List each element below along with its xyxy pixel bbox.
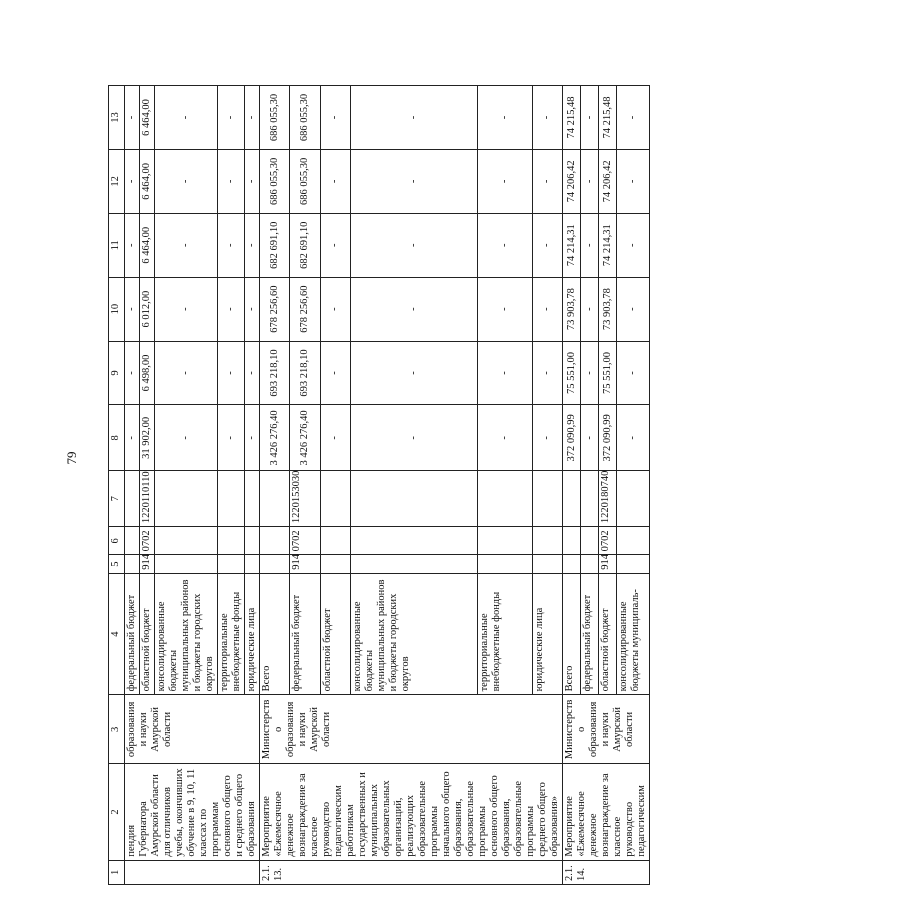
amount-cell: - <box>320 341 350 405</box>
code-rzpr <box>260 527 290 555</box>
amount-cell: 6 464,00 <box>140 213 155 277</box>
code-csr <box>125 471 140 527</box>
code-rzpr <box>563 527 581 555</box>
funding-source: областной бюджет <box>320 573 350 695</box>
code-grbs <box>581 555 599 573</box>
code-rzpr: 0702 <box>599 527 617 555</box>
amount-cell: - <box>478 149 533 213</box>
amount-cell: - <box>245 86 260 150</box>
amount-cell: - <box>125 213 140 277</box>
amount-cell: - <box>581 149 599 213</box>
funding-source: юридические лица <box>532 573 562 695</box>
code-rzpr <box>532 527 562 555</box>
column-header-6: 6 <box>109 527 125 555</box>
amount-cell: - <box>125 341 140 405</box>
amount-cell: - <box>320 277 350 341</box>
amount-cell: - <box>581 213 599 277</box>
funding-source: территориальные внебюджетные фонды <box>478 573 533 695</box>
amount-cell: - <box>478 341 533 405</box>
executor: Министерство образования и науки Амурской области <box>563 695 650 764</box>
code-grbs <box>563 555 581 573</box>
amount-cell: - <box>532 149 562 213</box>
amount-cell: - <box>581 405 599 471</box>
amount-cell: - <box>617 277 650 341</box>
column-header-10: 10 <box>109 277 125 341</box>
row-number <box>125 860 260 884</box>
funding-source: Всего <box>260 573 290 695</box>
code-rzpr <box>581 527 599 555</box>
funding-source: областной бюджет <box>140 573 155 695</box>
amount-cell: - <box>532 405 562 471</box>
amount-cell: - <box>617 341 650 405</box>
amount-cell: - <box>617 213 650 277</box>
code-csr <box>617 471 650 527</box>
column-header-11: 11 <box>109 213 125 277</box>
amount-cell: - <box>125 277 140 341</box>
table-row <box>260 86 290 885</box>
amount-cell: 686 055,30 <box>290 86 320 150</box>
amount-cell: - <box>478 213 533 277</box>
table-body <box>125 86 650 885</box>
amount-cell: 372 090,99 <box>563 405 581 471</box>
table-row <box>563 86 581 885</box>
code-grbs <box>350 555 477 573</box>
amount-cell: 6 012,00 <box>140 277 155 341</box>
amount-cell: - <box>218 277 245 341</box>
amount-cell: - <box>125 405 140 471</box>
code-rzpr <box>478 527 533 555</box>
column-header-5: 5 <box>109 555 125 573</box>
amount-cell: 3 426 276,40 <box>260 405 290 471</box>
code-csr <box>478 471 533 527</box>
code-rzpr <box>125 527 140 555</box>
amount-cell: - <box>478 86 533 150</box>
amount-cell: - <box>155 213 218 277</box>
column-header-3: 3 <box>109 695 125 764</box>
funding-source: юридические лица <box>245 573 260 695</box>
table-row <box>125 86 140 885</box>
code-csr <box>563 471 581 527</box>
code-grbs: 914 <box>290 555 320 573</box>
amount-cell: - <box>245 341 260 405</box>
column-header-9: 9 <box>109 341 125 405</box>
measure-name: Мероприятие «Ежемесячное денежное вознаграждение за классное руководство педагогическим <box>563 764 650 860</box>
amount-cell: 6 498,00 <box>140 341 155 405</box>
amount-cell: 693 218,10 <box>260 341 290 405</box>
funding-source: федеральный бюджет <box>125 573 140 695</box>
amount-cell: - <box>617 149 650 213</box>
amount-cell: - <box>218 341 245 405</box>
amount-cell: - <box>350 149 477 213</box>
funding-source: консолидированные бюджеты муниципальных районов и бюджеты городских округов <box>350 573 477 695</box>
code-rzpr <box>155 527 218 555</box>
header-row <box>109 86 125 885</box>
code-rzpr: 0702 <box>290 527 320 555</box>
amount-cell: - <box>155 149 218 213</box>
amount-cell: 3 426 276,40 <box>290 405 320 471</box>
column-header-1: 1 <box>109 860 125 884</box>
code-csr <box>245 471 260 527</box>
amount-cell: - <box>218 86 245 150</box>
code-csr <box>260 471 290 527</box>
code-csr <box>320 471 350 527</box>
amount-cell: - <box>350 213 477 277</box>
amount-cell: - <box>581 86 599 150</box>
amount-cell: - <box>218 213 245 277</box>
funding-source: федеральный бюджет <box>290 573 320 695</box>
executor: образования и науки Амурской области <box>125 695 260 764</box>
amount-cell: - <box>532 341 562 405</box>
amount-cell: - <box>155 277 218 341</box>
amount-cell: 682 691,10 <box>290 213 320 277</box>
amount-cell: 678 256,60 <box>260 277 290 341</box>
code-grbs <box>245 555 260 573</box>
column-header-2: 2 <box>109 764 125 860</box>
column-header-8: 8 <box>109 405 125 471</box>
code-grbs <box>260 555 290 573</box>
measure-name: Мероприятие «Ежемесячное денежное вознаграждение за классное руководство педагогическим работникам государственных и муниципальных образовательных организаций, реализующих образовательные программы начального общего образования, образовательные программы основного общего образования, образовательные программы среднего общего образования» <box>260 764 563 860</box>
amount-cell: - <box>532 86 562 150</box>
amount-cell: 686 055,30 <box>290 149 320 213</box>
amount-cell: 74 214,31 <box>599 213 617 277</box>
code-csr <box>350 471 477 527</box>
amount-cell: - <box>320 149 350 213</box>
amount-cell: - <box>320 213 350 277</box>
code-rzpr <box>617 527 650 555</box>
funding-source: областной бюджет <box>599 573 617 695</box>
amount-cell: 75 551,00 <box>563 341 581 405</box>
amount-cell: - <box>581 277 599 341</box>
code-grbs <box>155 555 218 573</box>
amount-cell: 6 464,00 <box>140 149 155 213</box>
code-csr <box>218 471 245 527</box>
amount-cell: 73 903,78 <box>599 277 617 341</box>
amount-cell: 682 691,10 <box>260 213 290 277</box>
funding-source: территориальные внебюджетные фонды <box>218 573 245 695</box>
amount-cell: 73 903,78 <box>563 277 581 341</box>
code-csr: 1220153030 <box>290 471 320 527</box>
code-rzpr: 0702 <box>140 527 155 555</box>
amount-cell: - <box>350 405 477 471</box>
code-grbs <box>478 555 533 573</box>
amount-cell: 686 055,30 <box>260 149 290 213</box>
amount-cell: 74 215,48 <box>563 86 581 150</box>
amount-cell: - <box>581 341 599 405</box>
amount-cell: - <box>478 277 533 341</box>
column-header-13: 13 <box>109 86 125 150</box>
column-header-4: 4 <box>109 573 125 695</box>
code-grbs <box>320 555 350 573</box>
code-grbs: 914 <box>599 555 617 573</box>
amount-cell: 372 090,99 <box>599 405 617 471</box>
code-grbs <box>125 555 140 573</box>
funding-source: федеральный бюджет <box>581 573 599 695</box>
executor: Министерство образования и науки Амурской области <box>260 695 563 764</box>
row-number: 2.1.14. <box>563 860 650 884</box>
amount-cell: - <box>245 405 260 471</box>
amount-cell: 693 218,10 <box>290 341 320 405</box>
funding-source: консолидированные бюджеты муниципаль- <box>617 573 650 695</box>
amount-cell: 678 256,60 <box>290 277 320 341</box>
amount-cell: - <box>617 405 650 471</box>
code-rzpr <box>245 527 260 555</box>
amount-cell: 75 551,00 <box>599 341 617 405</box>
code-csr <box>532 471 562 527</box>
amount-cell: - <box>350 341 477 405</box>
funding-source: консолидированные бюджеты муниципальных районов и бюджеты городских округов <box>155 573 218 695</box>
row-number: 2.1.13. <box>260 860 563 884</box>
amount-cell: - <box>617 86 650 150</box>
funding-source: Всего <box>563 573 581 695</box>
code-rzpr <box>320 527 350 555</box>
amount-cell: 6 464,00 <box>140 86 155 150</box>
column-header-12: 12 <box>109 149 125 213</box>
code-grbs <box>218 555 245 573</box>
amount-cell: - <box>350 86 477 150</box>
amount-cell: 74 215,48 <box>599 86 617 150</box>
amount-cell: - <box>218 149 245 213</box>
code-rzpr <box>350 527 477 555</box>
amount-cell: - <box>125 86 140 150</box>
rotated-table-wrapper <box>108 85 908 885</box>
code-csr <box>155 471 218 527</box>
code-rzpr <box>218 527 245 555</box>
code-csr <box>581 471 599 527</box>
amount-cell: - <box>155 341 218 405</box>
code-csr: 1220110110 <box>140 471 155 527</box>
column-header-7: 7 <box>109 471 125 527</box>
amount-cell: - <box>532 213 562 277</box>
code-csr: 1220180740 <box>599 471 617 527</box>
amount-cell: - <box>218 405 245 471</box>
code-grbs <box>617 555 650 573</box>
amount-cell: - <box>245 277 260 341</box>
amount-cell: 74 206,42 <box>599 149 617 213</box>
budget-table <box>108 85 650 885</box>
amount-cell: - <box>532 277 562 341</box>
page-number: 79 <box>64 451 79 465</box>
amount-cell: - <box>245 149 260 213</box>
code-grbs: 914 <box>140 555 155 573</box>
amount-cell: 74 214,31 <box>563 213 581 277</box>
measure-name: пендия Губернатора Амурской области для отличников учебы, окончивших обучение в 9, 10, 11 классах по программам основного общего и среднего общего образования <box>125 764 260 860</box>
amount-cell: 31 902,00 <box>140 405 155 471</box>
amount-cell: - <box>478 405 533 471</box>
amount-cell: - <box>125 149 140 213</box>
amount-cell: 74 206,42 <box>563 149 581 213</box>
amount-cell: 686 055,30 <box>260 86 290 150</box>
code-grbs <box>532 555 562 573</box>
amount-cell: - <box>155 405 218 471</box>
amount-cell: - <box>350 277 477 341</box>
amount-cell: - <box>245 213 260 277</box>
amount-cell: - <box>320 405 350 471</box>
amount-cell: - <box>320 86 350 150</box>
amount-cell: - <box>155 86 218 150</box>
